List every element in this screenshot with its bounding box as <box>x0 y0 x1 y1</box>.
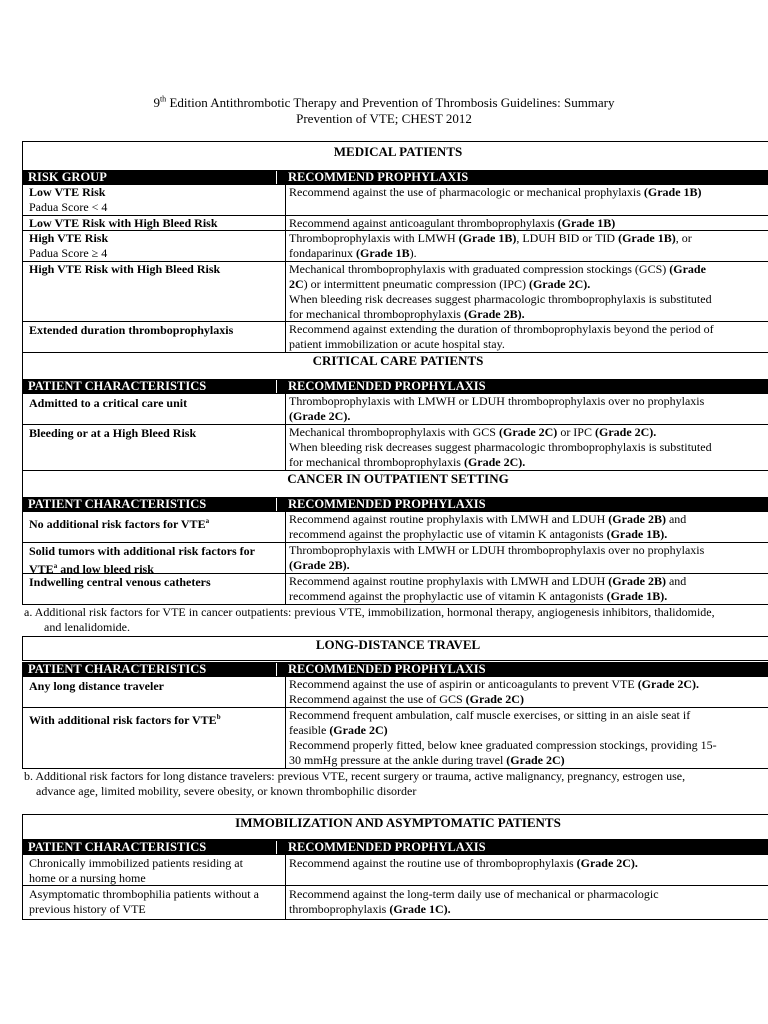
medical-column-header <box>22 170 768 185</box>
document-subtitle: Prevention of VTE; CHEST 2012 <box>296 111 472 126</box>
table-row <box>22 543 768 574</box>
col-patient-characteristics: PATIENT CHARACTERISTICS <box>28 497 207 511</box>
row-label: Admitted to a critical care unit <box>29 396 188 410</box>
row-label: High VTE Risk <box>29 231 109 245</box>
row-recommendation: Thromboprophylaxis with LMWH or LDUH thromboprophylaxis over no prophylaxis (Grade 2B). <box>289 543 705 572</box>
row-label: No additional risk factors for VTE$^a$ <box>29 517 210 531</box>
row-recommendation: Thromboprophylaxis with LMWH or LDUH thromboprophylaxis over no prophylaxis (Grade 2C). <box>289 394 705 423</box>
critical-section-header <box>22 353 768 379</box>
col-recommended-prophylaxis: RECOMMENDED PROPHYLAXIS <box>288 379 486 393</box>
travel-section-header <box>22 636 768 661</box>
table-row <box>22 394 768 425</box>
table-row <box>22 886 768 920</box>
footnote-b: b. Additional risk factors for long distance travelers: previous VTE, recent surgery or trauma, active malignancy, pregnancy, estrogen use, advance age, limited mobility, severe obesity, or known thrombophilic disorder <box>24 769 686 798</box>
table-row <box>22 855 768 886</box>
cancer-section-header <box>22 471 768 497</box>
title-superscript: th <box>159 94 167 104</box>
critical-heading: CRITICAL CARE PATIENTS <box>312 353 484 368</box>
row-recommendation: Mechanical thromboprophylaxis with GCS (Grade 2C) or IPC (Grade 2C). When bleeding risk decreases suggest pharmacologic thromboprophylaxis is substituted for mechanical thromboprophylaxis (Grade 2C). <box>289 425 712 469</box>
table-row <box>22 512 768 543</box>
document-title <box>0 94 768 111</box>
title-number: 9 <box>153 95 160 110</box>
col-recommend: RECOMMEND PROPHYLAXIS <box>288 170 469 184</box>
immob-heading: IMMOBILIZATION AND ASYMPTOMATIC PATIENTS <box>235 815 561 830</box>
col-recommended-prophylaxis: RECOMMENDED PROPHYLAXIS <box>288 497 486 511</box>
cancer-column-header <box>22 497 768 512</box>
table-row <box>22 216 768 231</box>
row-sublabel: Padua Score ≥ 4 <box>29 246 108 260</box>
col-recommended-prophylaxis: RECOMMENDED PROPHYLAXIS <box>288 840 486 854</box>
row-label: With additional risk factors for VTE$^b$ <box>29 713 221 727</box>
immob-section-header <box>22 814 768 840</box>
immob-column-header <box>22 840 768 855</box>
row-sublabel: Padua Score < 4 <box>29 200 108 214</box>
row-recommendation: Recommend against anticoagulant thromboprophylaxis (Grade 1B) <box>289 216 616 230</box>
medical-heading: MEDICAL PATIENTS <box>333 144 463 159</box>
medical-section-header <box>22 141 768 171</box>
table-row <box>22 677 768 708</box>
critical-column-header <box>22 379 768 394</box>
row-recommendation: Mechanical thromboprophylaxis with graduated compression stockings (GCS) (Grade 2C) or intermittent pneumatic compression (IPC) (Grade 2C). When bleeding risk decreases suggest pharmacologic thromboprophylaxis is substituted for mechanical thromboprophylaxis (Grade 2B). <box>289 262 712 321</box>
col-recommended-prophylaxis: RECOMMENDED PROPHYLAXIS <box>288 662 486 676</box>
row-label: Bleeding or at a High Bleed Risk <box>29 426 197 440</box>
cancer-heading: CANCER IN OUTPATIENT SETTING <box>287 471 509 486</box>
col-patient-characteristics: PATIENT CHARACTERISTICS <box>28 379 207 393</box>
row-label: Extended duration thromboprophylaxis <box>29 323 234 337</box>
col-patient-characteristics: PATIENT CHARACTERISTICS <box>28 840 207 854</box>
col-risk-group: RISK GROUP <box>28 170 107 184</box>
row-recommendation: Recommend against the routine use of thromboprophylaxis (Grade 2C). <box>289 856 638 870</box>
table-row <box>22 185 768 216</box>
row-label: Chronically immobilized patients residing at home or a nursing home <box>29 856 243 885</box>
row-label: Low VTE Risk <box>29 185 106 199</box>
travel-heading: LONG-DISTANCE TRAVEL <box>315 637 481 652</box>
row-recommendation: Recommend frequent ambulation, calf muscle exercises, or sitting in an aisle seat if feasible (Grade 2C) Recommend properly fitted, below knee graduated compression stockings, providing 15- 30 mmHg pressure at the ankle during travel (Grade 2C) <box>289 708 717 767</box>
footnote-a: a. Additional risk factors for VTE in cancer outpatients: previous VTE, immobilization, hormonal therapy, angiogenesis inhibitors, thalidomide, and lenalidomide. <box>24 605 715 634</box>
row-recommendation: Recommend against routine prophylaxis with LMWH and LDUH (Grade 2B) and recommend against the prophylactic use of vitamin K antagonists (Grade 1B). <box>289 574 687 603</box>
travel-column-header <box>22 662 768 677</box>
row-recommendation: Thromboprophylaxis with LMWH (Grade 1B), LDUH BID or TID (Grade 1B), or fondaparinux (Grade 1B). <box>289 231 692 260</box>
row-label: High VTE Risk with High Bleed Risk <box>29 262 221 276</box>
table-row <box>22 231 768 262</box>
col-patient-characteristics: PATIENT CHARACTERISTICS <box>28 662 207 676</box>
row-label: Solid tumors with additional risk factors for VTE$^a$ and low bleed risk <box>29 544 256 576</box>
table-row <box>22 262 768 322</box>
table-row <box>22 708 768 769</box>
row-recommendation: Recommend against routine prophylaxis with LMWH and LDUH (Grade 2B) and recommend against the prophylactic use of vitamin K antagonists (Grade 1B). <box>289 512 687 541</box>
table-row <box>22 322 768 353</box>
row-label: Any long distance traveler <box>29 679 164 693</box>
row-recommendation: Recommend against the long-term daily use of mechanical or pharmacologic thromboprophylaxis (Grade 1C). <box>289 887 659 916</box>
row-recommendation: Recommend against extending the duration of thromboprophylaxis beyond the period of patient immobilization or acute hospital stay. <box>289 322 714 351</box>
row-label: Asymptomatic thrombophilia patients without a previous history of VTE <box>29 887 259 916</box>
title-text: Edition Antithrombotic Therapy and Prevention of Thrombosis Guidelines: Summary <box>166 95 615 110</box>
row-label: Indwelling central venous catheters <box>29 575 211 589</box>
row-recommendation: Recommend against the use of pharmacologic or mechanical prophylaxis (Grade 1B) <box>289 185 702 199</box>
table-row <box>22 425 768 471</box>
table-row <box>22 574 768 605</box>
row-label: Low VTE Risk with High Bleed Risk <box>29 216 218 230</box>
row-recommendation: Recommend against the use of aspirin or anticoagulants to prevent VTE (Grade 2C). Recommend against the use of GCS (Grade 2C) <box>289 677 700 706</box>
